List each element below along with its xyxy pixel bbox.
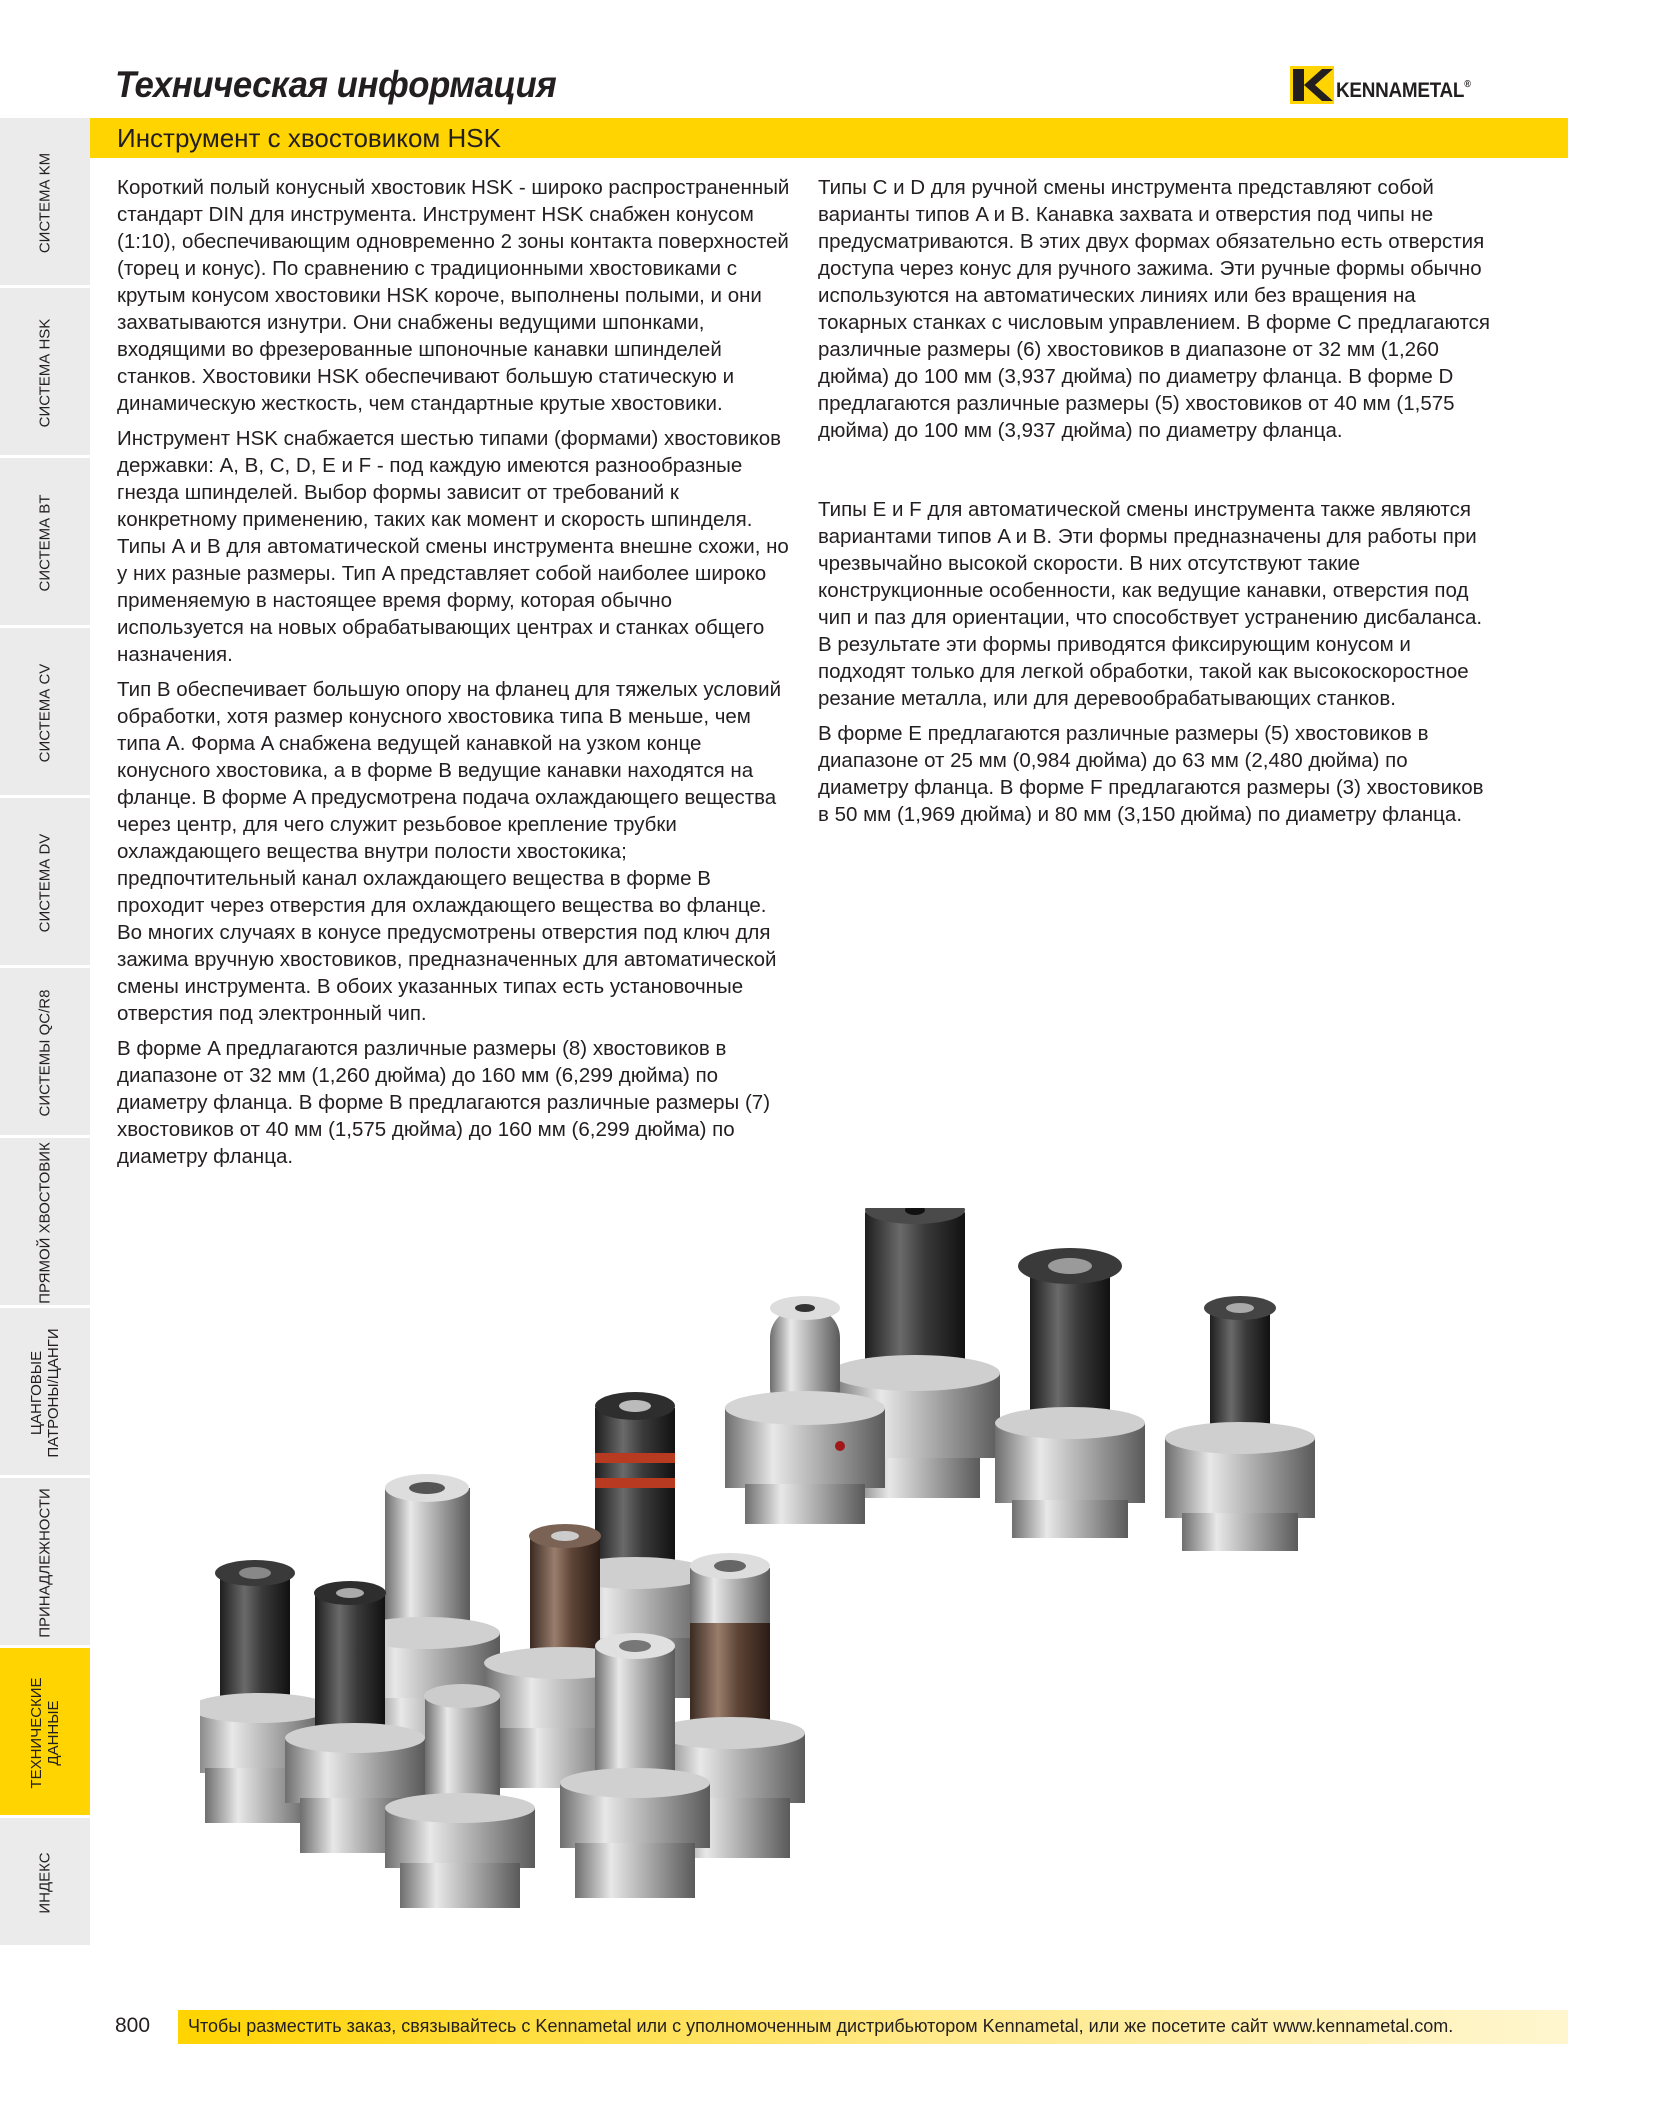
paragraph: В форме E предлагаются различные размеры (5) хвостовиков в диапазоне от 25 мм (0,984 дюйма) до 63 мм (2,480 дюйма) по диаметру фланца. В форме F предлагаются размеры (3) хвостовиков в 50 мм (1,969 дюйма) и 80 мм (3,150 дюйма) по диаметру фланца. <box>818 722 1484 826</box>
side-tab-label: СИСТЕМА BT <box>36 494 54 592</box>
logo-text: KENNAMETAL <box>1336 79 1465 102</box>
paragraph: Типы E и F для автоматической смены инструмента также являются вариантами типов A и B. Эти формы предназначены для работы при чрезвычайно высокой скорости. В них отсутствуют такие конструкционные особенности, как ведущие канавки, отверстия под чип и паз для ориентации, что способствует устранению дисбаланса. В результате эти формы приводятся фиксирующим конусом и подходят только для легкой обработки, такой как высокоскоростное резание металла, или для деревообрабатывающих станков. <box>818 498 1483 710</box>
logo-trademark: ® <box>1464 79 1471 90</box>
toolholder-back-4 <box>725 1296 885 1524</box>
side-tab-label: СИСТЕМА HSK <box>36 318 54 428</box>
right-column <box>818 174 1498 836</box>
side-tab-label: СИСТЕМА CV <box>36 663 54 763</box>
paragraph: Тип B обеспечивает большую опору на фланец для тяжелых условий обработки, хотя размер конусного хвостовика типа B меньше, чем типа A. Форма A снабжена ведущей канавкой на узком конце конусного хвостовика, а в форме B ведущие канавки находятся на фланце. В форме A предусмотрена подача охлаждающего вещества через центр, для чего служит резьбовое крепление трубки охлаждающего вещества внутри полости хвостокика; предпочтительный канал охлаждающего вещества в форме B проходит через отверстия для охлаждающего вещества во фланце. Во многих случаях в конусе предусмотрены отверстия под ключ для зажима вручную хвостовиков, предназначенных для автоматической смены инструмента. В обоих указанных типах есть установочные отверстия под электронный чип. <box>117 678 782 1025</box>
kennametal-k-icon <box>1290 66 1334 104</box>
side-tab-collet-chucks[interactable] <box>0 1308 90 1478</box>
side-tab-label: ПРИНАДЛЕЖНОСТИ <box>36 1488 54 1638</box>
paragraph: Инструмент HSK снабжается шестью типами (формами) хвостовиков державки: A, B, C, D, E и F - под каждую имеются разнообразные гнезда шпинделей. Выбор формы зависит от требований к конкретному применению, таких как момент и скорость шпинделя. Типы A и B для автоматической смены инструмента внешне схожи, но у них разные размеры. Тип A представляет собой наиболее широко применяемую в настоящее время форму, которая обычно используется на новых обрабатывающих центрах и станках общего назначения. <box>117 427 789 666</box>
toolholder-back-3 <box>1165 1296 1315 1551</box>
side-tab-label: ТЕХНИЧЕСКИЕ ДАННЫЕ <box>28 1677 62 1789</box>
side-tab-hsk[interactable] <box>0 288 90 458</box>
page-title: Техническая информация <box>115 64 557 105</box>
side-tab-index[interactable] <box>0 1818 90 1948</box>
hsk-toolholders-photo <box>200 1208 1420 1908</box>
section-title: Инструмент с хвостовиком HSK <box>117 123 501 153</box>
left-column <box>117 174 792 1178</box>
footer-text: Чтобы разместить заказ, связывайтесь с Kennametal или с уполномоченным дистрибьютором Kennametal, или же посетите сайт www.kennametal.com. <box>188 2016 1454 2036</box>
side-tab-label: СИСТЕМА KM <box>36 152 54 254</box>
side-tab-label: ЦАНГОВЫЕ ПАТРОНЫ/ЦАНГИ <box>28 1328 62 1458</box>
toolholder-back-2 <box>995 1248 1145 1538</box>
side-tab-bt[interactable] <box>0 458 90 628</box>
side-tabs <box>0 118 90 1948</box>
paragraph: В форме A предлагаются различные размеры (8) хвостовиков в диапазоне от 32 мм (1,260 дюйма) до 160 мм (6,299 дюйма) по диаметру фланца. В форме B предлагаются различные размеры (7) хвостовиков от 40 мм (1,575 дюйма) до 160 мм (6,299 дюйма) по диаметру фланца. <box>117 1037 771 1168</box>
side-tab-technical-data[interactable] <box>0 1648 90 1818</box>
logo-wordmark <box>1336 79 1471 103</box>
paragraph: Короткий полый конусный хвостовик HSK - широко распространенный стандарт DIN для инструмента. Инструмент HSK снабжен конусом (1:10), обеспечивающим одновременно 2 зоны контакта поверхностей (торец и конус). По сравнению с традиционными хвостовиками с крутым конусом хвостовики HSK короче, выполнены полыми, и они захватываются изнутри. Они снабжены ведущими шпонками, входящими во фрезерованные шпоночные канавки шпинделей станков. Хвостовики HSK обеспечивают большую статическую и динамическую жесткость, чем стандартные крутые хвостовики. <box>117 176 790 415</box>
paragraph: Типы C и D для ручной смены инструмента представляют собой варианты типов A и B. Канавка захвата и отверстия под чипы не предусматриваются. В этих двух формах обязательно есть отверстия доступа через конус для ручного зажима. Эти ручные формы обычно используются на автоматических линиях или без вращения на токарных станках с числовым управлением. В форме C предлагаются различные размеры (6) хвостовиков в диапазоне от 32 мм (1,260 дюйма) до 100 мм (3,937 дюйма) по диаметру фланца. В форме D предлагаются различные размеры (5) хвостовиков от 40 мм (1,575 дюйма) до 100 мм (3,937 дюйма) по диаметру фланца. <box>818 176 1490 442</box>
side-tab-accessories[interactable] <box>0 1478 90 1648</box>
side-tab-label: ИНДЕКС <box>36 1852 54 1914</box>
side-tab-cv[interactable] <box>0 628 90 798</box>
side-tab-straight-shank[interactable] <box>0 1138 90 1308</box>
side-tab-label: СИСТЕМА DV <box>36 833 54 933</box>
side-tab-label: СИСТЕМЫ QC/R8 <box>36 989 54 1117</box>
side-tab-label: ПРЯМОЙ ХВОСТОВИК <box>36 1142 54 1304</box>
side-tab-qc-r8[interactable] <box>0 968 90 1138</box>
side-tab-dv[interactable] <box>0 798 90 968</box>
side-tab-km[interactable] <box>0 118 90 288</box>
page-number: 800 <box>115 2014 151 2037</box>
kennametal-logo <box>1290 66 1490 106</box>
